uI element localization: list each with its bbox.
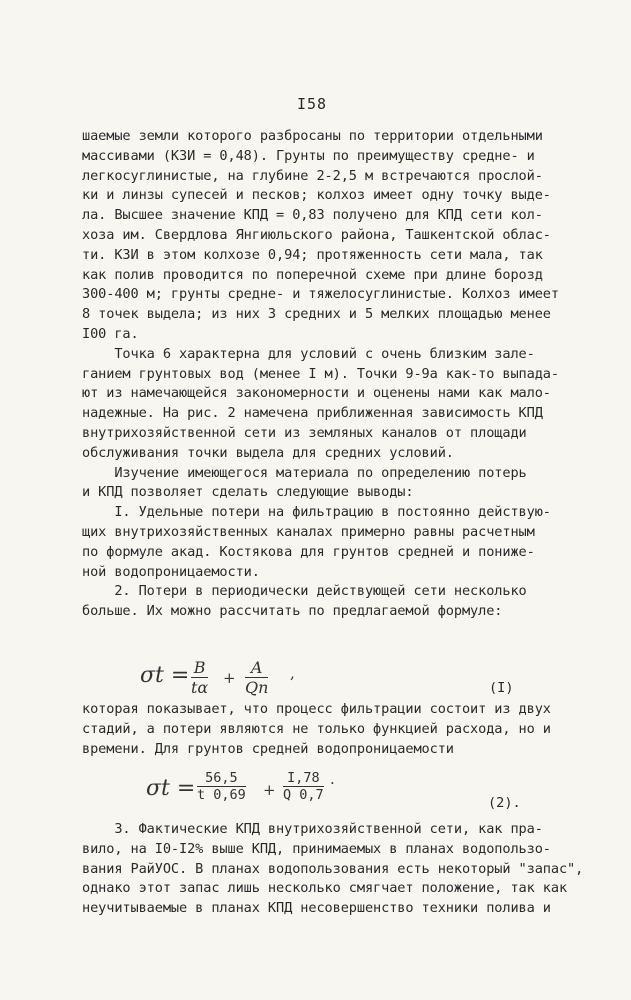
text-line: 2. Потери в периодически действующей сети несколько <box>82 583 527 600</box>
text-line: хоза им. Свердлова Янгиюльского района, Ташкентской облас- <box>82 227 551 243</box>
text-line: Точка 6 характерна для условий с очень близким зале- <box>82 345 535 362</box>
text-line: I00 га. <box>82 326 139 342</box>
formula-1-number: (I) <box>489 680 514 696</box>
formula-2-term1-denominator: t 0,69 <box>197 787 246 803</box>
formula-1-lhs: σt = <box>140 663 190 688</box>
text-line: массивами (КЗИ = 0,48). Грунты по преимуществу средне- и <box>82 147 535 164</box>
formula-2-number: (2). <box>488 795 521 811</box>
formula-1-term2 <box>245 658 268 697</box>
formula-2-term2-denominator: Q 0,7 <box>283 787 324 803</box>
formula-2-plus: + <box>263 781 276 799</box>
text-line: щих внутрихозяйственных каналах примерно равны расчетным <box>82 524 535 540</box>
text-line: 8 точек выдела; из них 3 средних и 5 мелких площадью менее <box>82 306 551 323</box>
formula-2-term2 <box>283 770 324 803</box>
text-line: I. Удельные потери на фильтрацию в постоянно действую- <box>82 504 551 521</box>
formula-2-term2-numerator: I,78 <box>283 770 324 787</box>
text-line: больше. Их можно рассчитать по предлагаемой формуле: <box>82 603 503 620</box>
text-line: легкосуглинистые, на глубине 2-2,5 м встречаются прослой- <box>82 167 543 184</box>
formula-1-term2-numerator: A <box>245 658 268 678</box>
text-line: надежные. На рис. 2 намечена приближенная зависимость КПД <box>82 405 543 422</box>
text-line: ют из намечающейся закономерности и оценены нами как мало- <box>82 385 551 402</box>
formula-1-term1 <box>191 658 208 697</box>
text-line: ти. КЗИ в этом колхозе 0,94; протяженность сети мала, так <box>82 246 543 263</box>
text-line: ла. Высшее значение КПД = 0,83 получено для КПД сети кол- <box>82 207 543 224</box>
text-line: стадий, а потери являются не только функцией расхода, но и <box>82 720 551 737</box>
text-line: однако этот запас лишь несколько смягчает положение, так как <box>82 880 568 897</box>
text-line: 3. Фактические КПД внутрихозяйственной сети, как пра- <box>82 821 543 837</box>
formula-2-term1-numerator: 56,5 <box>197 770 246 787</box>
formula-1-plus: + <box>223 669 236 687</box>
text-line: времени. Для грунтов средней водопроницаемости <box>82 740 454 757</box>
formula-2-lhs: σt = <box>146 776 196 801</box>
formula-2-dot: . <box>330 770 335 788</box>
text-line: Изучение имеющегося материала по определению потерь <box>82 464 527 481</box>
text-line: по формуле акад. Костякова для грунтов средней и пониже- <box>82 543 535 560</box>
text-line: внутрихозяйственной сети из земляных каналов от площади <box>82 425 527 441</box>
text-line: как полив проводится по поперечной схеме при длине борозд <box>82 266 543 283</box>
text-line: неучитываемые в планах КПД несовершенство техники полива и <box>82 900 551 917</box>
text-line: ки и линзы супесей и песков; колхоз имеет одну точку выде- <box>82 187 551 204</box>
text-line: которая показывает, что процесс фильтрации состоит из двух <box>82 701 551 717</box>
text-line: и КПД позволяет сделать следующие выводы: <box>82 484 414 501</box>
formula-1-term2-denominator: Qn <box>245 678 269 697</box>
formula-1-term1-numerator: B <box>191 658 208 678</box>
text-line: 300-400 м; грунты средне- и тяжелосуглинистые. Колхоз имеет <box>82 286 559 303</box>
text-line: вания РайУОС. В планах водопользования есть некоторый "запас", <box>82 860 584 877</box>
text-line: шаемые земли которого разбросаны по территории отдельными <box>82 128 543 144</box>
formula-2-term1 <box>197 770 246 803</box>
text-line: обслуживания точки выдела для средних условий. <box>82 444 454 461</box>
text-line: ганием грунтовых вод (менее I м). Точки 9-9а как-то выпада- <box>82 365 559 382</box>
formula-1-comma: , <box>290 664 295 682</box>
formula-1-term1-denominator: tα <box>191 678 209 697</box>
text-line: вило, на I0-I2% выше КПД, принимаемых в планах водопользо- <box>82 840 551 857</box>
text-line: ной водопроницаемости. <box>82 563 260 580</box>
page-number: I58 <box>297 95 328 113</box>
